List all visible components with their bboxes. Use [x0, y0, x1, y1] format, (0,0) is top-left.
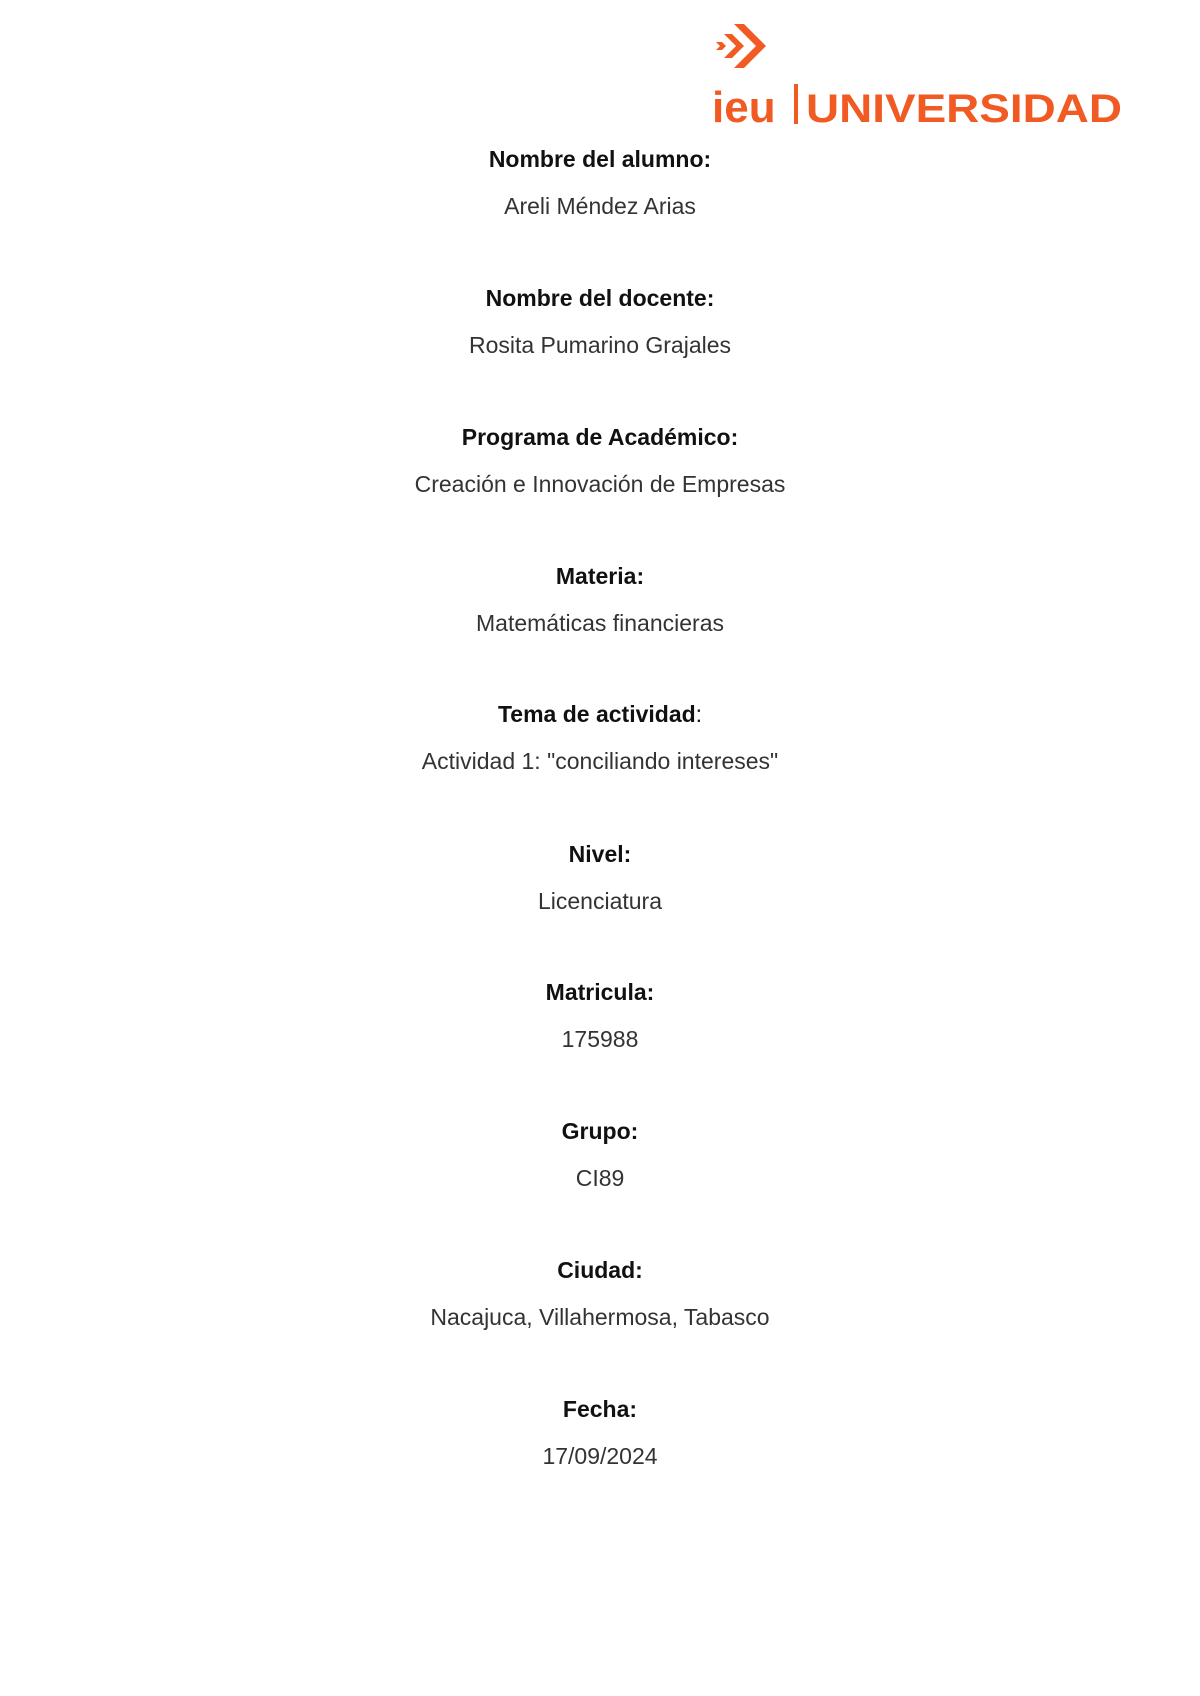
field-nombre-alumno — [0, 145, 1200, 220]
field-label: Fecha: — [562, 1396, 638, 1422]
field-label: Nombre del alumno: — [488, 146, 712, 172]
field-label: Matricula: — [545, 979, 655, 1005]
field-programa-academico — [0, 423, 1200, 498]
field-label: Materia: — [555, 563, 645, 589]
ieu-logo-graphic — [712, 22, 1124, 126]
ieu-universidad-logo — [712, 22, 1124, 126]
field-materia — [0, 562, 1200, 637]
field-value: Licenciatura — [537, 888, 663, 914]
field-value: 17/09/2024 — [542, 1443, 658, 1469]
field-label: Programa de Académico: — [461, 424, 739, 450]
field-nombre-docente — [0, 284, 1200, 359]
field-grupo — [0, 1117, 1200, 1192]
field-ciudad — [0, 1256, 1200, 1331]
field-value: Nacajuca, Villahermosa, Tabasco — [430, 1304, 770, 1330]
field-value: CI89 — [575, 1165, 625, 1191]
field-value: Rosita Pumarino Grajales — [468, 332, 732, 358]
logo-divider — [794, 84, 798, 124]
field-label: Tema de actividad: — [497, 701, 703, 727]
logo-universidad-text: UNIVERSIDAD — [806, 87, 1122, 126]
field-matricula — [0, 978, 1200, 1053]
field-label: Nivel: — [568, 841, 632, 867]
field-label: Nombre del docente: — [485, 285, 715, 311]
field-fecha — [0, 1395, 1200, 1470]
field-value: Actividad 1: "conciliando intereses" — [421, 748, 779, 774]
field-value: 175988 — [561, 1026, 639, 1052]
arrow-mark-icon — [716, 24, 766, 68]
field-value: Matemáticas financieras — [476, 610, 724, 636]
field-label: Ciudad: — [557, 1257, 643, 1283]
field-tema-actividad — [0, 700, 1200, 775]
field-value: Creación e Innovación de Empresas — [414, 471, 786, 497]
field-label: Grupo: — [561, 1118, 639, 1144]
field-value: Areli Méndez Arias — [504, 193, 696, 219]
field-nivel — [0, 840, 1200, 915]
logo-ieu-text: ieu — [712, 83, 776, 126]
